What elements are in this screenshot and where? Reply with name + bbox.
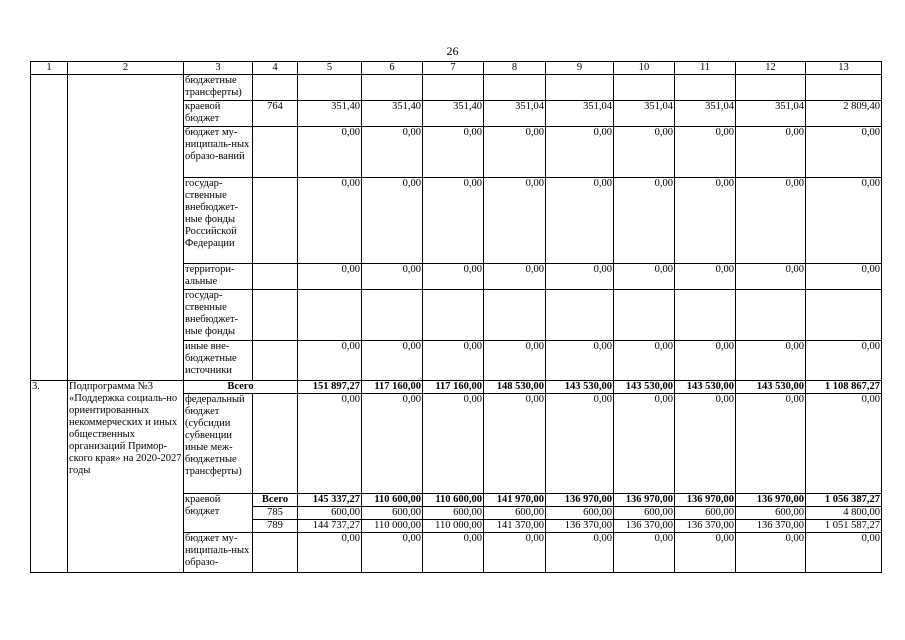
value-cell [614, 75, 675, 101]
value-cell: 136 370,00 [675, 520, 736, 533]
source-label: краевой бюджет [184, 101, 253, 127]
value-cell [423, 75, 484, 101]
item-number-cell: 3. [31, 381, 68, 573]
source-label: бюджетные трансферты) [184, 75, 253, 101]
value-cell: 0,00 [806, 394, 882, 494]
value-cell: 0,00 [362, 127, 423, 178]
value-cell [423, 290, 484, 341]
source-label: бюджет му-ниципаль-ных образо-ваний [184, 127, 253, 178]
value-cell [298, 290, 362, 341]
code-cell: 785 [253, 507, 298, 520]
value-cell: 600,00 [546, 507, 614, 520]
value-cell: 600,00 [423, 507, 484, 520]
value-cell: 110 000,00 [423, 520, 484, 533]
header-cell: 9 [546, 62, 614, 75]
value-cell: 1 051 587,27 [806, 520, 882, 533]
value-cell: 0,00 [362, 264, 423, 290]
value-cell: 110 600,00 [423, 494, 484, 507]
value-cell: 0,00 [362, 394, 423, 494]
value-cell: 0,00 [675, 127, 736, 178]
value-cell: 0,00 [362, 533, 423, 573]
value-cell [675, 290, 736, 341]
value-cell: 145 337,27 [298, 494, 362, 507]
source-label: территори-альные [184, 264, 253, 290]
header-cell: 11 [675, 62, 736, 75]
value-cell: 0,00 [806, 178, 882, 264]
value-cell: 600,00 [675, 507, 736, 520]
header-row [31, 62, 882, 75]
header-cell: 2 [68, 62, 184, 75]
value-cell: 0,00 [546, 341, 614, 381]
value-cell: 0,00 [423, 394, 484, 494]
value-cell: 351,04 [484, 101, 546, 127]
value-cell: 0,00 [298, 178, 362, 264]
value-cell: 0,00 [614, 264, 675, 290]
value-cell: 117 160,00 [362, 381, 423, 394]
total-label: Всего [184, 381, 298, 394]
code-cell: 764 [253, 101, 298, 127]
value-cell: 351,04 [614, 101, 675, 127]
program-name-cell: Подпрограмма №3 «Поддержка социаль-но ориентированных некоммерческих и иных общественных организаций Примор-ского края» на 2020-2027 годы [68, 381, 184, 573]
table-row [31, 381, 882, 394]
value-cell: 0,00 [298, 264, 362, 290]
value-cell: 0,00 [546, 178, 614, 264]
value-cell [362, 75, 423, 101]
value-cell: 141 970,00 [484, 494, 546, 507]
value-cell: 0,00 [362, 178, 423, 264]
value-cell: 110 600,00 [362, 494, 423, 507]
header-cell: 5 [298, 62, 362, 75]
value-cell: 136 970,00 [736, 494, 806, 507]
value-cell: 0,00 [362, 341, 423, 381]
value-cell: 0,00 [675, 533, 736, 573]
header-cell: 3 [184, 62, 253, 75]
value-cell: 143 530,00 [546, 381, 614, 394]
code-cell [253, 178, 298, 264]
value-cell: 0,00 [484, 533, 546, 573]
value-cell: 0,00 [675, 178, 736, 264]
header-cell: 4 [253, 62, 298, 75]
header-cell: 13 [806, 62, 882, 75]
code-cell [253, 533, 298, 573]
page-number: 26 [446, 44, 459, 58]
header-cell: 12 [736, 62, 806, 75]
value-cell: 136 370,00 [736, 520, 806, 533]
value-cell: 0,00 [298, 533, 362, 573]
program-name-cell [68, 75, 184, 381]
value-cell: 0,00 [806, 341, 882, 381]
value-cell: 0,00 [675, 341, 736, 381]
table-row [31, 75, 882, 101]
value-cell: 0,00 [484, 264, 546, 290]
value-cell: 600,00 [484, 507, 546, 520]
value-cell: 151 897,27 [298, 381, 362, 394]
budget-table [30, 61, 882, 573]
value-cell: 0,00 [806, 264, 882, 290]
code-cell [253, 75, 298, 101]
value-cell: 136 370,00 [614, 520, 675, 533]
value-cell: 0,00 [546, 533, 614, 573]
value-cell [484, 75, 546, 101]
value-cell: 0,00 [298, 394, 362, 494]
value-cell [806, 75, 882, 101]
value-cell: 0,00 [614, 394, 675, 494]
value-cell: 136 970,00 [675, 494, 736, 507]
source-label: государ-ственные внебюджет-ные фонды Российской Федерации [184, 178, 253, 264]
value-cell: 0,00 [614, 178, 675, 264]
value-cell: 4 800,00 [806, 507, 882, 520]
header-cell: 7 [423, 62, 484, 75]
value-cell: 351,04 [546, 101, 614, 127]
source-label: бюджет му-ниципаль-ных образо- [184, 533, 253, 573]
value-cell: 0,00 [423, 533, 484, 573]
value-cell: 0,00 [484, 394, 546, 494]
code-cell [253, 394, 298, 494]
value-cell: 0,00 [484, 127, 546, 178]
code-cell: Всего [253, 494, 298, 507]
value-cell: 136 970,00 [546, 494, 614, 507]
item-number-cell [31, 75, 68, 381]
code-cell [253, 341, 298, 381]
value-cell: 0,00 [675, 394, 736, 494]
header-cell: 8 [484, 62, 546, 75]
header-cell: 6 [362, 62, 423, 75]
header-cell: 10 [614, 62, 675, 75]
value-cell: 351,04 [736, 101, 806, 127]
value-cell: 600,00 [736, 507, 806, 520]
code-cell: 789 [253, 520, 298, 533]
value-cell: 351,40 [298, 101, 362, 127]
value-cell: 0,00 [423, 178, 484, 264]
value-cell [675, 75, 736, 101]
value-cell: 0,00 [546, 127, 614, 178]
value-cell: 143 530,00 [736, 381, 806, 394]
value-cell: 0,00 [298, 341, 362, 381]
value-cell: 143 530,00 [614, 381, 675, 394]
source-label: иные вне-бюджетные источники [184, 341, 253, 381]
value-cell: 0,00 [614, 533, 675, 573]
value-cell: 136 970,00 [614, 494, 675, 507]
code-cell [253, 127, 298, 178]
value-cell: 0,00 [423, 341, 484, 381]
value-cell: 0,00 [736, 341, 806, 381]
value-cell: 0,00 [675, 264, 736, 290]
value-cell: 136 370,00 [546, 520, 614, 533]
value-cell [484, 290, 546, 341]
value-cell: 0,00 [736, 127, 806, 178]
value-cell: 600,00 [362, 507, 423, 520]
value-cell: 351,04 [675, 101, 736, 127]
value-cell: 0,00 [614, 341, 675, 381]
code-cell [253, 264, 298, 290]
value-cell [546, 290, 614, 341]
value-cell: 0,00 [806, 533, 882, 573]
value-cell: 0,00 [736, 178, 806, 264]
value-cell: 351,40 [362, 101, 423, 127]
value-cell: 600,00 [614, 507, 675, 520]
value-cell: 0,00 [736, 264, 806, 290]
value-cell: 1 108 867,27 [806, 381, 882, 394]
value-cell: 117 160,00 [423, 381, 484, 394]
value-cell: 148 530,00 [484, 381, 546, 394]
value-cell: 0,00 [546, 264, 614, 290]
value-cell [362, 290, 423, 341]
value-cell: 2 809,40 [806, 101, 882, 127]
value-cell [736, 75, 806, 101]
source-label: государ-ственные внебюджет-ные фонды [184, 290, 253, 341]
value-cell [614, 290, 675, 341]
header-cell: 1 [31, 62, 68, 75]
value-cell: 0,00 [736, 533, 806, 573]
value-cell: 0,00 [484, 178, 546, 264]
value-cell: 1 056 387,27 [806, 494, 882, 507]
value-cell: 143 530,00 [675, 381, 736, 394]
value-cell [546, 75, 614, 101]
value-cell: 351,40 [423, 101, 484, 127]
value-cell: 600,00 [298, 507, 362, 520]
value-cell [736, 290, 806, 341]
value-cell: 0,00 [423, 264, 484, 290]
value-cell: 0,00 [614, 127, 675, 178]
value-cell: 141 370,00 [484, 520, 546, 533]
value-cell: 0,00 [806, 127, 882, 178]
value-cell: 144 737,27 [298, 520, 362, 533]
source-label: федеральный бюджет (субсидии субвенции иные меж-бюджетные трансферты) [184, 394, 253, 494]
value-cell: 0,00 [546, 394, 614, 494]
value-cell: 0,00 [423, 127, 484, 178]
value-cell [806, 290, 882, 341]
value-cell: 0,00 [484, 341, 546, 381]
value-cell: 110 000,00 [362, 520, 423, 533]
source-label: краевой бюджет [184, 494, 253, 533]
value-cell: 0,00 [736, 394, 806, 494]
value-cell [298, 75, 362, 101]
code-cell [253, 290, 298, 341]
value-cell: 0,00 [298, 127, 362, 178]
